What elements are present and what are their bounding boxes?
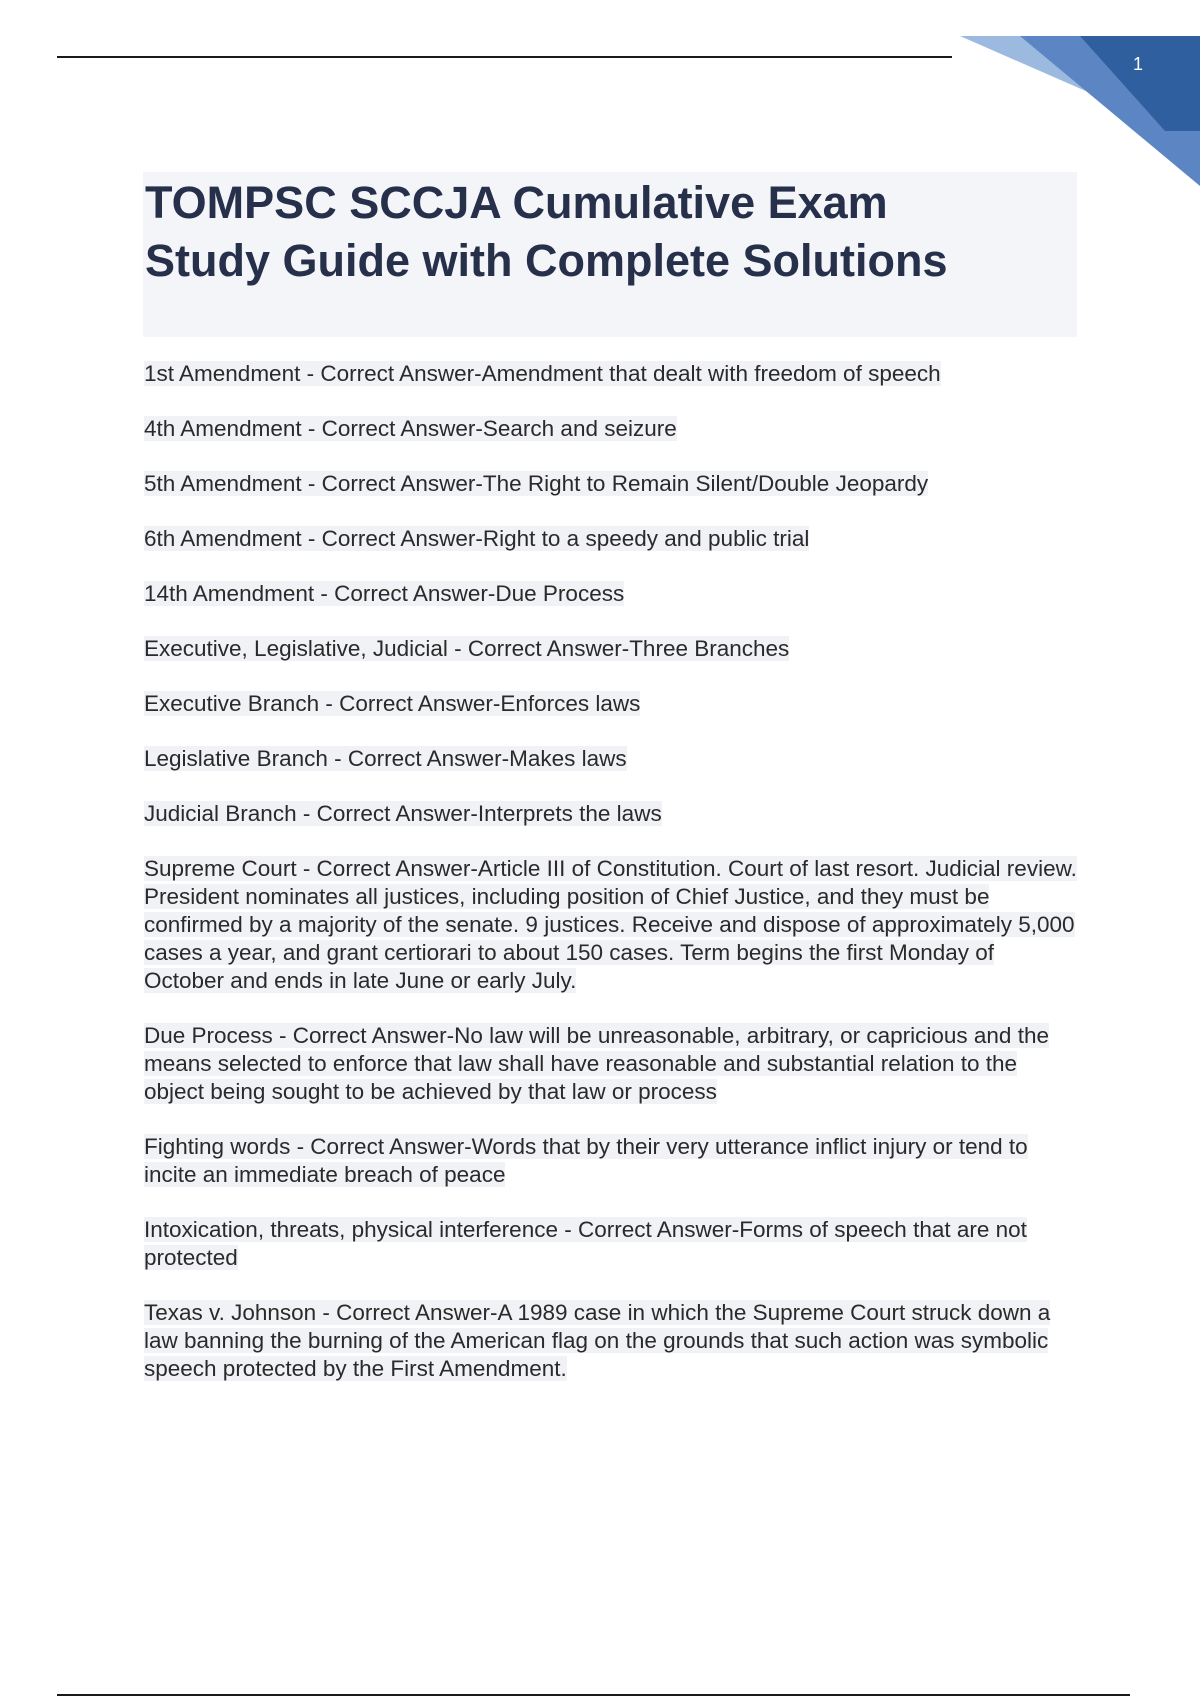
entry-item: Legislative Branch - Correct Answer-Makes laws	[144, 746, 627, 771]
entry-item: Supreme Court - Correct Answer-Article III of Constitution. Court of last resort. Judicial review. President nominates all justices, including position of Chief Justice, and they must be confirmed by a majority of the senate. 9 justices. Receive and dispose of approximately 5,000 cases a year, and grant certiorari to about 150 cases. Term begins the first Monday of October and ends in late June or early July.	[144, 856, 1077, 993]
entry-item: 14th Amendment - Correct Answer-Due Process	[144, 581, 625, 606]
entry-item: Judicial Branch - Correct Answer-Interprets the laws	[144, 801, 662, 826]
entry-item: Texas v. Johnson - Correct Answer-A 1989 case in which the Supreme Court struck down a law banning the burning of the American flag on the grounds that such action was symbolic speech protected by the First Amendment.	[144, 1300, 1051, 1381]
header-rule	[57, 56, 952, 58]
page-number: 1	[1132, 54, 1143, 74]
entry-item: Due Process - Correct Answer-No law will be unreasonable, arbitrary, or capricious and the means selected to enforce that law shall have reasonable and substantial relation to the object being sought to be achieved by that law or process	[144, 1023, 1049, 1104]
document-title	[143, 172, 1077, 290]
entry-item: 5th Amendment - Correct Answer-The Right to Remain Silent/Double Jeopardy	[144, 471, 929, 496]
entry-item: Executive, Legislative, Judicial - Correct Answer-Three Branches	[144, 636, 790, 661]
footer-rule	[57, 1694, 1130, 1696]
entry-list	[144, 360, 1079, 1410]
entry-item: 6th Amendment - Correct Answer-Right to a speedy and public trial	[144, 526, 810, 551]
entry-item: 4th Amendment - Correct Answer-Search and seizure	[144, 416, 677, 441]
entry-item: Intoxication, threats, physical interference - Correct Answer-Forms of speech that are not protected	[144, 1217, 1027, 1270]
entry-item: Fighting words - Correct Answer-Words that by their very utterance inflict injury or tend to incite an immediate breach of peace	[144, 1134, 1028, 1187]
title-line-2: Study Guide with Complete Solutions	[145, 235, 948, 286]
title-line-1: TOMPSC SCCJA Cumulative Exam	[145, 177, 888, 228]
entry-item: 1st Amendment - Correct Answer-Amendment that dealt with freedom of speech	[144, 361, 941, 386]
entry-item: Executive Branch - Correct Answer-Enforces laws	[144, 691, 641, 716]
title-block	[143, 172, 1077, 337]
